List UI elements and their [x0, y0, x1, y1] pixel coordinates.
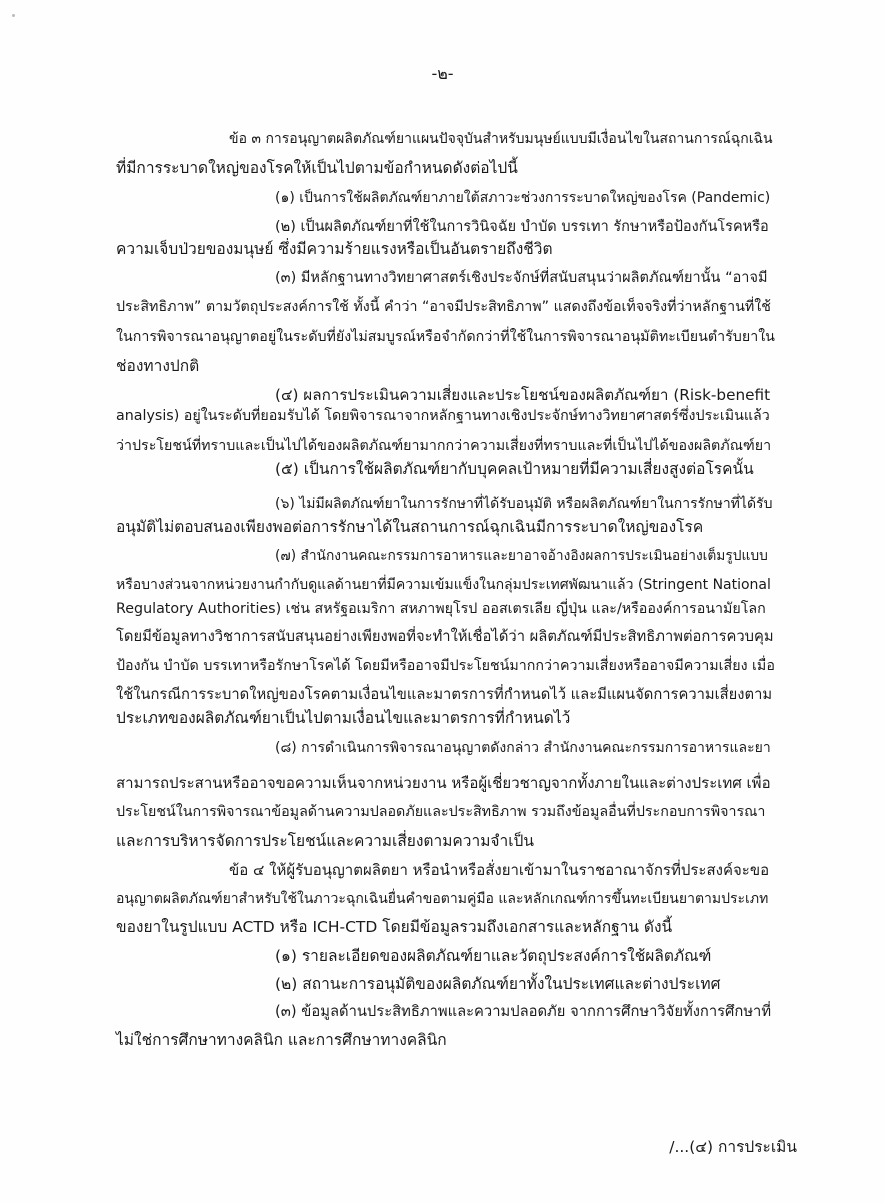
text-line: (๑) รายละเอียดของผลิตภัณฑ์ยาและวัตถุประสงค์การใช้ผลิตภัณฑ์ — [275, 947, 712, 965]
text-line: อนุญาตผลิตภัณฑ์ยาสำหรับใช้ในภาวะฉุกเฉินยื่นคำขอตามคู่มือ และหลักเกณฑ์การขึ้นทะเบียนยาตามประเภท — [116, 891, 769, 907]
text-line: (๒) เป็นผลิตภัณฑ์ยาที่ใช้ในการวินิจฉัย บำบัด บรรเทา รักษาหรือป้องกันโรคหรือ — [275, 219, 769, 235]
text-line: ว่าประโยชน์ที่ทราบและเป็นไปได้ของผลิตภัณฑ์ยามากกว่าความเสี่ยงที่ทราบและที่เป็นไปได้ของผลิตภัณฑ์ยา — [116, 438, 772, 454]
text-line: ป้องกัน บำบัด บรรเทาหรือรักษาโรคได้ โดยมีหรืออาจมีประโยชน์มากกว่าความเสี่ยงหรืออาจมีความเสี่ยง เมื่อ — [116, 658, 775, 674]
text-line: และการบริหารจัดการประโยชน์และความเสี่ยงตามความจำเป็น — [116, 832, 534, 850]
text-line: ข้อ ๓ การอนุญาตผลิตภัณฑ์ยาแผนปัจจุบันสำหรับมนุษย์แบบมีเงื่อนไขในสถานการณ์ฉุกเฉิน — [229, 131, 773, 147]
text-line: ที่มีการระบาดใหญ่ของโรคให้เป็นไปตามข้อกำหนดดังต่อไปนี้ — [116, 159, 518, 177]
text-line: ใช้ในกรณีการระบาดใหญ่ของโรคตามเงื่อนไขและมาตรการที่กำหนดไว้ และมีแผนจัดการความเสี่ยงตาม — [116, 686, 773, 703]
text-line: ประสิทธิภาพ” ตามวัตถุประสงค์การใช้ ทั้งนี้ คำว่า “อาจมีประสิทธิภาพ” แสดงถึงข้อเท็จจริงที่ว่าหลักฐานที่ใช้ — [116, 299, 771, 315]
text-line: (๒) สถานะการอนุมัติของผลิตภัณฑ์ยาทั้งในประเทศและต่างประเทศ — [275, 975, 721, 993]
text-line: ความเจ็บป่วยของมนุษย์ ซึ่งมีความร้ายแรงหรือเป็นอันตรายถึงชีวิต — [116, 240, 553, 258]
continuation-note: /...(๔) การประเมิน — [669, 1138, 797, 1156]
scan-speck — [12, 14, 15, 17]
text-line: ข้อ ๔ ให้ผู้รับอนุญาตผลิตยา หรือนำหรือสั่งยาเข้ามาในราชอาณาจักรที่ประสงค์จะขอ — [229, 861, 770, 879]
text-line: Regulatory Authorities) เช่น สหรัฐอเมริกา สหภาพยุโรป ออสเตรเลีย ญี่ปุ่น และ/หรือองค์การอนามัยโลก — [116, 601, 766, 617]
text-line: (๔) ผลการประเมินความเสี่ยงและประโยชน์ของผลิตภัณฑ์ยา (Risk-benefit — [275, 386, 771, 404]
text-line: (๓) มีหลักฐานทางวิทยาศาสตร์เชิงประจักษ์ที่สนับสนุนว่าผลิตภัณฑ์ยานั้น “อาจมี — [275, 270, 768, 286]
text-line: (๖) ไม่มีผลิตภัณฑ์ยาในการรักษาที่ได้รับอนุมัติ หรือผลิตภัณฑ์ยาในการรักษาที่ได้รับ — [275, 496, 773, 512]
text-line: ของยาในรูปแบบ ACTD หรือ ICH-CTD โดยมีข้อมูลรวมถึงเอกสารและหลักฐาน ดังนี้ — [116, 918, 673, 936]
text-line: analysis) อยู่ในระดับที่ยอมรับได้ โดยพิจารณาจากหลักฐานทางเชิงประจักษ์ทางวิทยาศาสตร์ซึ่งประเมินแล้ว — [116, 408, 770, 424]
text-line: (๕) เป็นการใช้ผลิตภัณฑ์ยากับบุคคลเป้าหมายที่มีความเสี่ยงสูงต่อโรคนั้น — [275, 460, 754, 478]
text-line: (๗) สำนักงานคณะกรรมการอาหารและยาอาจอ้างอิงผลการประเมินอย่างเต็มรูปแบบ — [275, 548, 768, 564]
text-line: หรือบางส่วนจากหน่วยงานกำกับดูแลด้านยาที่มีความเข้มแข็งในกลุ่มประเทศพัฒนาแล้ว (Stringent National — [116, 577, 771, 593]
text-line: ไม่ใช่การศึกษาทางคลินิก และการศึกษาทางคลินิก — [116, 1031, 447, 1049]
text-line: อนุมัติไม่ตอบสนองเพียงพอต่อการรักษาได้ในสถานการณ์ฉุกเฉินมีการระบาดใหญ่ของโรค — [116, 518, 704, 536]
page-number: -๒- — [431, 64, 454, 83]
text-line: ประโยชน์ในการพิจารณาข้อมูลด้านความปลอดภัยและประสิทธิภาพ รวมถึงข้อมูลอื่นที่ประกอบการพิจารณา — [116, 804, 766, 820]
text-line: สามารถประสานหรืออาจขอความเห็นจากหน่วยงาน หรือผู้เชี่ยวชาญจากทั้งภายในและต่างประเทศ เพื่อ — [116, 774, 771, 792]
text-line: ประเภทของผลิตภัณฑ์ยาเป็นไปตามเงื่อนไขและมาตรการที่กำหนดไว้ — [116, 709, 571, 727]
text-line: ในการพิจารณาอนุญาตอยู่ในระดับที่ยังไม่สมบูรณ์หรือจำกัดกว่าที่ใช้ในการพิจารณาอนุมัติทะเบียนตำรับยาใน — [116, 329, 775, 345]
text-line: (๘) การดำเนินการพิจารณาอนุญาตดังกล่าว สำนักงานคณะกรรมการอาหารและยา — [275, 740, 771, 756]
text-line: (๓) ข้อมูลด้านประสิทธิภาพและความปลอดภัย จากการศึกษาวิจัยทั้งการศึกษาที่ — [275, 1003, 772, 1020]
text-line: (๑) เป็นการใช้ผลิตภัณฑ์ยาภายใต้สภาวะช่วงการระบาดใหญ่ของโรค (Pandemic) — [275, 190, 771, 206]
text-line: ช่องทางปกติ — [116, 357, 200, 375]
text-line: โดยมีข้อมูลทางวิชาการสนับสนุนอย่างเพียงพอที่จะทำให้เชื่อได้ว่า ผลิตภัณฑ์มีประสิทธิภาพต่อการควบคุม — [116, 628, 774, 645]
